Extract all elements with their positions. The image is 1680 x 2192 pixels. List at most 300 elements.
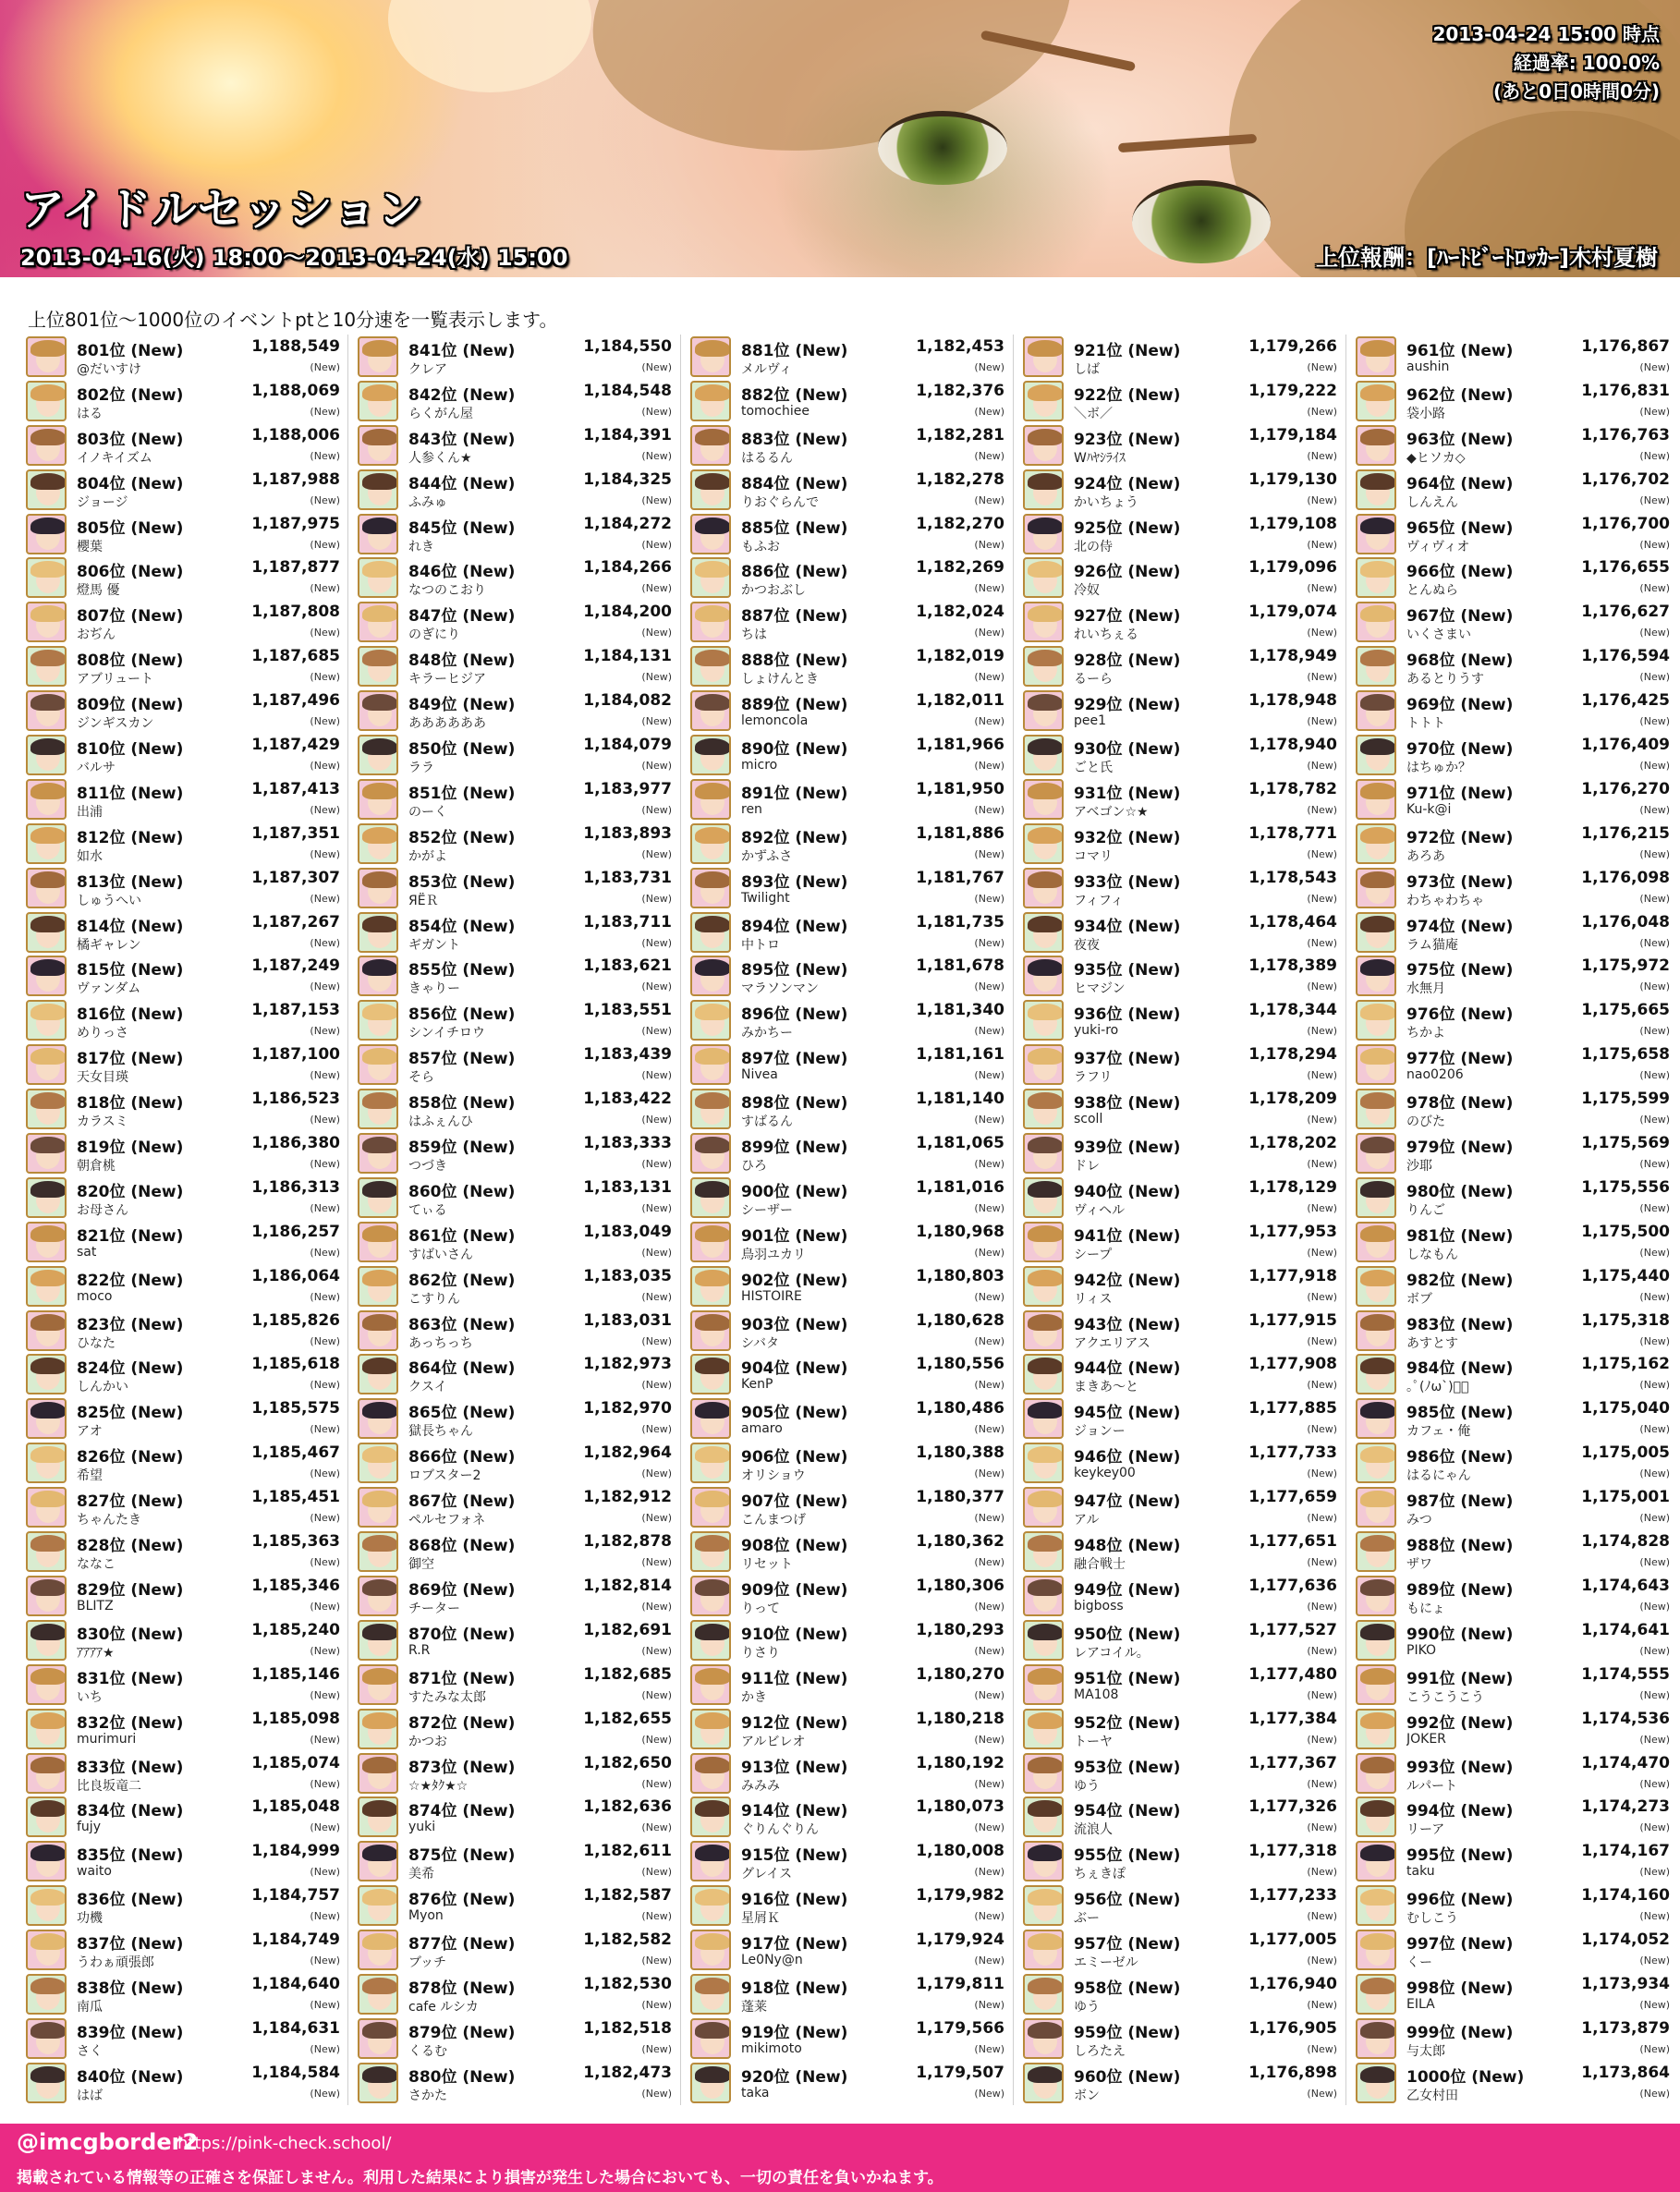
rank-label: 906位 (New) (741, 1448, 848, 1467)
event-points: 1,176,940 (1248, 1974, 1337, 1993)
event-reward: 上位報酬：[ﾊｰﾄﾋﾞｰﾄﾛｯｶｰ]木村夏樹 (1316, 245, 1658, 271)
rank-label: 983位 (New) (1406, 1315, 1514, 1334)
idol-avatar-icon (1023, 1620, 1064, 1661)
ranking-entry (26, 910, 340, 955)
idol-avatar-icon (690, 1044, 731, 1085)
rank-label: 892位 (New) (741, 828, 848, 847)
ranking-entry (26, 644, 340, 688)
idol-avatar-icon (1356, 1664, 1396, 1705)
avatar-hair (1028, 783, 1063, 799)
producer-name: ちかよ (1406, 1026, 1445, 1041)
producer-name: ラフリ (1074, 1070, 1113, 1086)
event-points: 1,177,326 (1248, 1797, 1337, 1817)
producer-name: お母さん (77, 1202, 128, 1218)
idol-avatar-icon (1023, 1885, 1064, 1926)
ranking-entry (26, 2061, 340, 2105)
ten-minute-speed: (New) (974, 493, 1004, 506)
idol-avatar-icon (690, 1576, 731, 1616)
avatar-hair (1360, 518, 1395, 534)
event-points: 1,186,064 (251, 1266, 340, 1285)
rank-label: 915位 (New) (741, 1846, 848, 1866)
event-points: 1,175,040 (1581, 1399, 1670, 1419)
rank-label: 922位 (New) (1074, 385, 1181, 405)
ten-minute-speed: (New) (310, 582, 340, 595)
rank-label: 813位 (New) (77, 872, 184, 892)
rank-label: 905位 (New) (741, 1404, 848, 1423)
producer-name: はる (77, 406, 103, 421)
ranking-entry (358, 512, 672, 556)
idol-avatar-icon (690, 1487, 731, 1528)
avatar-hair (1028, 473, 1063, 490)
rank-label: 866位 (New) (408, 1448, 516, 1467)
ranking-entry (1356, 1485, 1670, 1529)
ranking-entry (1356, 600, 1670, 644)
idol-avatar-icon (1356, 1398, 1396, 1439)
ten-minute-speed: (New) (310, 1998, 340, 2011)
event-points: 1,186,257 (251, 1222, 340, 1241)
idol-avatar-icon (1023, 1354, 1064, 1394)
avatar-hair (1360, 1446, 1395, 1463)
rank-label: 991位 (New) (1406, 1669, 1514, 1688)
producer-name: fujy (77, 1820, 101, 1835)
idol-avatar-icon (26, 1576, 67, 1616)
rank-label: 833位 (New) (77, 1758, 184, 1777)
ranking-entry (690, 644, 1004, 688)
rank-label: 806位 (New) (77, 563, 184, 582)
banner-art-highlight (388, 0, 591, 92)
avatar-hair (1360, 1624, 1395, 1640)
producer-name: ななこ (77, 1557, 116, 1573)
idol-avatar-icon (26, 1531, 67, 1572)
ranking-entry (26, 1352, 340, 1396)
event-points: 1,177,367 (1248, 1753, 1337, 1772)
event-title: アイドルセッション (20, 184, 423, 236)
ranking-entry (1023, 998, 1337, 1042)
rank-label: 940位 (New) (1074, 1182, 1181, 1201)
rank-label: 881位 (New) (741, 342, 848, 360)
event-points: 1,180,008 (916, 1842, 1004, 1861)
idol-avatar-icon (1023, 1222, 1064, 1262)
avatar-hair (695, 871, 730, 888)
event-points: 1,174,643 (1581, 1576, 1670, 1595)
ten-minute-speed: (New) (641, 1512, 672, 1525)
event-points: 1,188,006 (251, 425, 340, 444)
producer-name: かいちょう (1074, 494, 1138, 510)
avatar-hair (695, 1137, 730, 1153)
avatar-hair (695, 384, 730, 401)
producer-name: EILA (1406, 1996, 1435, 2012)
rank-label: 962位 (New) (1406, 385, 1514, 405)
idol-avatar-icon (358, 779, 398, 820)
idol-avatar-icon (690, 1796, 731, 1837)
rank-label: 821位 (New) (77, 1226, 184, 1246)
event-points: 1,176,905 (1248, 2018, 1337, 2038)
ten-minute-speed: (New) (974, 2087, 1004, 2100)
ten-minute-speed: (New) (310, 1114, 340, 1126)
rank-label: 978位 (New) (1406, 1094, 1514, 1114)
avatar-hair (1360, 1181, 1395, 1198)
rank-label: 950位 (New) (1074, 1625, 1181, 1644)
event-points: 1,182,281 (916, 425, 1004, 444)
ten-minute-speed: (New) (1307, 1158, 1337, 1171)
producer-name: keykey00 (1074, 1466, 1136, 1481)
ten-minute-speed: (New) (1307, 1334, 1337, 1347)
idol-avatar-icon (358, 1133, 398, 1174)
ranking-entry (1356, 1883, 1670, 1928)
idol-avatar-icon (358, 1974, 398, 2015)
ranking-entry (1356, 910, 1670, 955)
ten-minute-speed: (New) (1639, 936, 1670, 949)
rank-label: 845位 (New) (408, 518, 516, 538)
ranking-entry (358, 1352, 672, 1396)
idol-avatar-icon (26, 1354, 67, 1394)
event-points: 1,180,192 (916, 1753, 1004, 1772)
rank-label: 960位 (New) (1074, 2067, 1181, 2087)
producer-name: ふみゅ (408, 494, 447, 510)
ten-minute-speed: (New) (1639, 1688, 1670, 1701)
idol-avatar-icon (690, 2063, 731, 2103)
avatar-hair (1028, 1446, 1063, 1463)
avatar-hair (30, 384, 66, 401)
ten-minute-speed: (New) (974, 671, 1004, 684)
producer-name: はちゅか？ (1406, 761, 1471, 776)
rank-label: 830位 (New) (77, 1625, 184, 1644)
ten-minute-speed: (New) (641, 1158, 672, 1171)
avatar-hair (1360, 1978, 1395, 1994)
avatar-hair (30, 1048, 66, 1065)
producer-name: ren (741, 801, 762, 817)
event-points: 1,176,867 (1581, 337, 1670, 356)
idol-avatar-icon (358, 735, 398, 775)
ranking-entry (26, 1485, 340, 1529)
rank-label: 869位 (New) (408, 1580, 516, 1600)
idol-avatar-icon (690, 1266, 731, 1307)
rank-label: 961位 (New) (1406, 342, 1514, 360)
ten-minute-speed: (New) (1639, 582, 1670, 595)
ten-minute-speed: (New) (310, 1955, 340, 1967)
avatar-hair (30, 605, 66, 622)
avatar-hair (1028, 1757, 1063, 1773)
producer-name: のーく (408, 804, 447, 820)
producer-name: アルビレオ (741, 1734, 806, 1749)
ten-minute-speed: (New) (1307, 1821, 1337, 1834)
ranking-entry (1356, 1264, 1670, 1309)
event-points: 1,187,267 (251, 912, 340, 932)
event-points: 1,175,658 (1581, 1045, 1670, 1065)
avatar-hair (1360, 1048, 1395, 1065)
rank-label: 920位 (New) (741, 2067, 848, 2087)
idol-avatar-icon (1023, 2063, 1064, 2103)
ten-minute-speed: (New) (641, 715, 672, 728)
producer-name: こんまつげ (741, 1513, 806, 1528)
event-points: 1,177,384 (1248, 1709, 1337, 1728)
ten-minute-speed: (New) (974, 803, 1004, 816)
producer-name: 御空 (408, 1557, 434, 1573)
idol-avatar-icon (1356, 1044, 1396, 1085)
event-points: 1,176,700 (1581, 514, 1670, 533)
ten-minute-speed: (New) (1307, 1246, 1337, 1259)
ten-minute-speed: (New) (310, 1246, 340, 1259)
ranking-entry (26, 688, 340, 733)
ranking-entry (358, 555, 672, 600)
ranking-entry (690, 998, 1004, 1042)
avatar-hair (695, 1225, 730, 1242)
ten-minute-speed: (New) (1307, 1512, 1337, 1525)
idol-avatar-icon (26, 646, 67, 687)
idol-avatar-icon (358, 1044, 398, 1085)
footer-site-link[interactable]: https://pink-check.school/ (177, 2134, 392, 2153)
ten-minute-speed: (New) (1639, 1025, 1670, 1038)
producer-name: チーター (408, 1601, 460, 1616)
ranking-column (1023, 335, 1337, 2105)
ten-minute-speed: (New) (1307, 1866, 1337, 1879)
avatar-hair (362, 1889, 397, 1906)
producer-name: 融合戦士 (1074, 1557, 1126, 1573)
ranking-entry (1356, 2016, 1670, 2061)
avatar-hair (1028, 871, 1063, 888)
producer-name: 沙耶 (1406, 1159, 1432, 1175)
avatar-hair (1360, 650, 1395, 666)
rank-label: 916位 (New) (741, 1891, 848, 1910)
event-points: 1,178,129 (1248, 1177, 1337, 1197)
producer-name: 夜夜 (1074, 937, 1100, 953)
ranking-entry (1023, 1309, 1337, 1353)
idol-avatar-icon (690, 1000, 731, 1041)
ten-minute-speed: (New) (641, 1644, 672, 1657)
ten-minute-speed: (New) (310, 627, 340, 639)
event-points: 1,177,005 (1248, 1930, 1337, 1950)
avatar-hair (362, 1314, 397, 1331)
avatar-hair (1360, 1314, 1395, 1331)
ten-minute-speed: (New) (1639, 1733, 1670, 1746)
rank-label: 963位 (New) (1406, 430, 1514, 449)
rank-label: 832位 (New) (77, 1713, 184, 1733)
avatar-hair (362, 1048, 397, 1065)
ranking-entry (1023, 423, 1337, 468)
ranking-entry (690, 688, 1004, 733)
rank-label: 994位 (New) (1406, 1802, 1514, 1821)
avatar-hair (362, 1978, 397, 1994)
producer-name: のびた (1406, 1114, 1445, 1130)
ten-minute-speed: (New) (641, 980, 672, 993)
event-points: 1,179,096 (1248, 558, 1337, 578)
ranking-entry (690, 1972, 1004, 2016)
event-points: 1,187,685 (251, 647, 340, 666)
idol-avatar-icon (1023, 1310, 1064, 1351)
producer-name: あるとりうす (1406, 672, 1484, 688)
producer-name: とんぬら (1406, 583, 1458, 599)
idol-avatar-icon (26, 1133, 67, 1174)
ten-minute-speed: (New) (641, 1290, 672, 1303)
producer-name: ちぇきぽ (1074, 1867, 1126, 1882)
idol-avatar-icon (1356, 1974, 1396, 2015)
idol-avatar-icon (26, 425, 67, 466)
producer-name: フィフィ (1074, 893, 1124, 908)
avatar-hair (1360, 1491, 1395, 1507)
idol-avatar-icon (26, 1664, 67, 1705)
avatar-hair (1028, 1225, 1063, 1242)
producer-name: aushin (1406, 359, 1450, 374)
idol-avatar-icon (1356, 1620, 1396, 1661)
ranking-entry (690, 1751, 1004, 1796)
avatar-hair (1028, 959, 1063, 976)
footer-twitter-handle[interactable]: @imcgborder2 (17, 2129, 199, 2155)
producer-name: ザワ (1406, 1557, 1432, 1573)
ten-minute-speed: (New) (641, 1246, 672, 1259)
event-points: 1,175,569 (1581, 1134, 1670, 1153)
ten-minute-speed: (New) (1639, 449, 1670, 462)
idol-avatar-icon (690, 956, 731, 996)
avatar-hair (695, 1757, 730, 1773)
producer-name: トトト (1406, 716, 1445, 732)
event-points: 1,182,019 (916, 647, 1004, 666)
producer-name: かつおぶし (741, 583, 806, 599)
ranking-entry (26, 1529, 340, 1574)
avatar-hair (1028, 650, 1063, 666)
rank-label: 911位 (New) (741, 1669, 848, 1688)
avatar-hair (30, 429, 66, 445)
avatar-hair (30, 1314, 66, 1331)
ranking-entry (690, 1264, 1004, 1309)
banner-art-hair (575, 0, 1090, 180)
event-points: 1,179,507 (916, 2063, 1004, 2082)
idol-avatar-icon (358, 1753, 398, 1794)
event-points: 1,174,828 (1581, 1532, 1670, 1552)
ranking-entry (358, 1264, 672, 1309)
ranking-entry (690, 600, 1004, 644)
producer-name: 希望 (77, 1468, 103, 1484)
rank-label: 897位 (New) (741, 1050, 848, 1069)
ranking-entry (690, 1883, 1004, 1928)
producer-name: なつのこおり (408, 583, 486, 599)
rank-label: 856位 (New) (408, 1005, 516, 1025)
idol-avatar-icon (358, 2063, 398, 2103)
ranking-entry (358, 1529, 672, 1574)
ten-minute-speed: (New) (1639, 2042, 1670, 2055)
idol-avatar-icon (1356, 1000, 1396, 1041)
producer-name: Wﾊﾔｼﾗｲｽ (1074, 450, 1126, 466)
event-points: 1,177,636 (1248, 1576, 1337, 1595)
ten-minute-speed: (New) (1639, 760, 1670, 773)
producer-name: scoll (1074, 1112, 1103, 1127)
ten-minute-speed: (New) (310, 361, 340, 373)
producer-name: tomochiee (741, 403, 810, 419)
ten-minute-speed: (New) (974, 1821, 1004, 1834)
rank-label: 945位 (New) (1074, 1404, 1181, 1423)
avatar-hair (695, 1181, 730, 1198)
ranking-entry (690, 866, 1004, 910)
avatar-hair (362, 1402, 397, 1419)
rank-label: 900位 (New) (741, 1182, 848, 1201)
avatar-hair (362, 1668, 397, 1685)
producer-name: コマリ (1074, 848, 1113, 864)
idol-avatar-icon (1356, 1709, 1396, 1749)
rank-label: 934位 (New) (1074, 917, 1181, 936)
ten-minute-speed: (New) (1307, 980, 1337, 993)
ranking-entry (1023, 1662, 1337, 1707)
ranking-entry (26, 1928, 340, 1972)
ten-minute-speed: (New) (1639, 715, 1670, 728)
producer-name: ジンギスカン (77, 716, 154, 732)
ten-minute-speed: (New) (1639, 892, 1670, 905)
rank-label: 834位 (New) (77, 1802, 184, 1821)
producer-name: 乙女村田 (1406, 2088, 1458, 2103)
ten-minute-speed: (New) (1307, 671, 1337, 684)
ranking-entry (1356, 1574, 1670, 1618)
idol-avatar-icon (1356, 1930, 1396, 1970)
event-points: 1,184,391 (583, 425, 672, 444)
idol-avatar-icon (1356, 1177, 1396, 1218)
ranking-entry (1023, 1751, 1337, 1796)
avatar-hair (30, 871, 66, 888)
event-points: 1,185,451 (251, 1488, 340, 1507)
event-points: 1,184,079 (583, 736, 672, 755)
ranking-entry (1356, 688, 1670, 733)
producer-name: はば (77, 2088, 103, 2103)
ranking-entry (1356, 1087, 1670, 1131)
event-points: 1,183,551 (583, 1001, 672, 1020)
producer-name: さく (77, 2043, 103, 2059)
ten-minute-speed: (New) (974, 2042, 1004, 2055)
ranking-entry (26, 468, 340, 512)
ranking-entry (1023, 644, 1337, 688)
avatar-hair (1360, 605, 1395, 622)
idol-avatar-icon (1356, 425, 1396, 466)
event-points: 1,176,898 (1248, 2063, 1337, 2082)
idol-avatar-icon (26, 1930, 67, 1970)
idol-avatar-icon (690, 1841, 731, 1881)
ranking-entry (1023, 468, 1337, 512)
avatar-hair (1360, 1225, 1395, 1242)
ten-minute-speed: (New) (974, 582, 1004, 595)
ranking-entry (26, 1574, 340, 1618)
producer-name: 冷奴 (1074, 583, 1100, 599)
ten-minute-speed: (New) (1639, 1379, 1670, 1392)
avatar-hair (1360, 1004, 1395, 1020)
event-points: 1,183,439 (583, 1045, 672, 1065)
ranking-entry (1023, 733, 1337, 777)
avatar-hair (30, 2022, 66, 2039)
idol-avatar-icon (358, 1000, 398, 1041)
event-points: 1,176,409 (1581, 736, 1670, 755)
ranking-entry (690, 1309, 1004, 1353)
ranking-entry (690, 1396, 1004, 1441)
idol-avatar-icon (358, 912, 398, 953)
idol-avatar-icon (358, 868, 398, 908)
ranking-entry (358, 1087, 672, 1131)
ten-minute-speed: (New) (641, 405, 672, 418)
producer-name: 朝倉桃 (77, 1159, 116, 1175)
ranking-entry (358, 1972, 672, 2016)
event-points: 1,182,278 (916, 469, 1004, 489)
producer-name: ＼ボ／ (1074, 406, 1113, 421)
producer-name: KenP (741, 1377, 773, 1393)
idol-avatar-icon (1023, 1266, 1064, 1307)
ten-minute-speed: (New) (1639, 980, 1670, 993)
idol-avatar-icon (358, 1531, 398, 1572)
producer-name: ジョンー (1074, 1424, 1126, 1440)
ten-minute-speed: (New) (1307, 449, 1337, 462)
avatar-hair (362, 1137, 397, 1153)
producer-name: taka (741, 2085, 770, 2101)
event-points: 1,182,964 (583, 1443, 672, 1463)
event-points: 1,183,621 (583, 956, 672, 976)
idol-avatar-icon (690, 1620, 731, 1661)
rank-label: 972位 (New) (1406, 828, 1514, 847)
event-points: 1,175,005 (1581, 1443, 1670, 1463)
avatar-hair (1028, 1270, 1063, 1286)
idol-avatar-icon (358, 1885, 398, 1926)
